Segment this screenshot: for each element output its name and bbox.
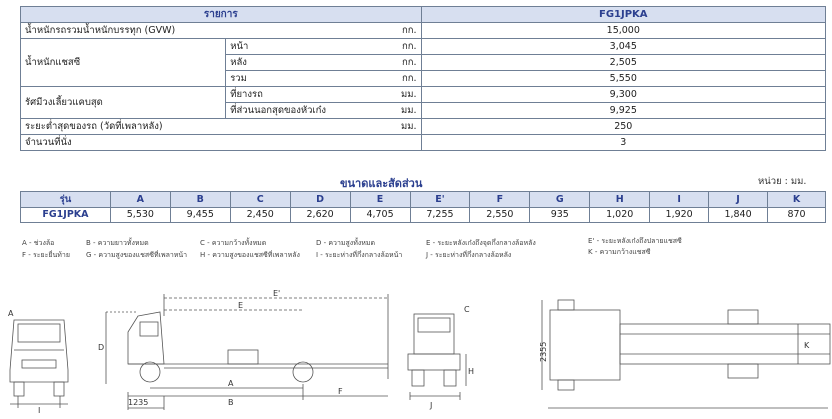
dim-col-i: I bbox=[650, 192, 709, 208]
front-view-drawing bbox=[4, 300, 76, 419]
legend-e: E - ระยะหลังเก๋งถึงจุดกึ่งกลางล้อหลัง bbox=[426, 239, 536, 247]
turning-tire-value: 9,300 bbox=[421, 87, 825, 103]
side-view-letter-e: E bbox=[238, 301, 244, 310]
spec-row-turning-tire bbox=[21, 87, 826, 103]
weight-front-unit: กก. bbox=[397, 39, 421, 55]
dim-value-h: 1,020 bbox=[590, 208, 650, 223]
side-view-letter-e-prime: E' bbox=[273, 289, 281, 298]
dimensions-title: ขนาดและสัดส่วน bbox=[340, 177, 423, 190]
weight-rear-unit: กก. bbox=[397, 55, 421, 71]
turning-body-unit: มม. bbox=[397, 103, 421, 119]
dim-value-b: 9,455 bbox=[170, 208, 230, 223]
dim-value-j: 1,840 bbox=[709, 208, 768, 223]
legend-c: C - ความกว้างทั้งหมด bbox=[200, 239, 267, 247]
spec-row-seats bbox=[21, 135, 826, 151]
dim-value-d: 2,620 bbox=[290, 208, 350, 223]
seats-label: จำนวนที่นั่ง bbox=[21, 135, 398, 151]
seats-value: 3 bbox=[421, 135, 825, 151]
clearance-unit: มม. bbox=[397, 119, 421, 135]
dimensions-model: FG1JPKA bbox=[21, 208, 111, 223]
weight-rear-label: หลัง bbox=[226, 55, 397, 71]
dim-col-a: A bbox=[110, 192, 170, 208]
dim-col-e-prime: E' bbox=[410, 192, 470, 208]
dim-col-c: C bbox=[230, 192, 290, 208]
spec-row-gvw bbox=[21, 23, 826, 39]
rear-view-drawing bbox=[404, 300, 494, 419]
dim-value-e-prime: 7,255 bbox=[410, 208, 470, 223]
side-view-letter-a: A bbox=[228, 379, 234, 388]
turning-label: รัศมีวงเลี้ยวแคบสุด bbox=[21, 87, 226, 119]
dim-col-d: D bbox=[290, 192, 350, 208]
turning-tire-unit: มม. bbox=[397, 87, 421, 103]
seats-unit bbox=[397, 135, 421, 151]
front-view-letter-i: I bbox=[38, 406, 41, 415]
weight-rear-value: 2,505 bbox=[421, 55, 825, 71]
top-view-label-2355: 2355 bbox=[539, 341, 548, 362]
legend-i: I - ระยะห่างที่กึ่งกลางล้อหน้า bbox=[316, 251, 403, 259]
dim-col-j: J bbox=[709, 192, 768, 208]
spec-header-model: FG1JPKA bbox=[421, 7, 825, 23]
legend-g: G - ความสูงของแชสซีที่เพลาหน้า bbox=[86, 251, 188, 259]
spec-row-clearance bbox=[21, 119, 826, 135]
dim-col-k: K bbox=[768, 192, 826, 208]
spec-header-row bbox=[21, 7, 826, 23]
legend-e-prime: E' - ระยะหลังเก๋งถึงปลายแชสซี bbox=[588, 237, 682, 245]
side-view-letter-b: B bbox=[228, 398, 234, 407]
weight-total-unit: กก. bbox=[397, 71, 421, 87]
weight-total-label: รวม bbox=[226, 71, 397, 87]
front-view-letter-a: A bbox=[8, 309, 14, 318]
legend-f: F - ระยะยื่นท้าย bbox=[22, 251, 70, 259]
rear-view-letter-h: H bbox=[468, 367, 475, 376]
dimensions-value-row bbox=[21, 208, 826, 223]
legend-d: D - ความสูงทั้งหมด bbox=[316, 239, 376, 247]
side-view-drawing bbox=[98, 284, 398, 419]
turning-body-value: 9,925 bbox=[421, 103, 825, 119]
dimensions-header-row bbox=[21, 192, 826, 208]
gvw-unit: กก. bbox=[397, 23, 421, 39]
weight-front-label: หน้า bbox=[226, 39, 397, 55]
dim-value-c: 2,450 bbox=[230, 208, 290, 223]
dimensions-model-header: รุ่น bbox=[21, 192, 111, 208]
dim-col-h: H bbox=[590, 192, 650, 208]
rear-view-letter-j: J bbox=[430, 401, 433, 410]
dimensions-unit-note: หน่วย : มม. bbox=[758, 176, 807, 187]
legend-j: J - ระยะห่างที่กึ่งกลางล้อหลัง bbox=[426, 251, 512, 259]
dim-col-e: E bbox=[350, 192, 410, 208]
gvw-label: น้ำหนักรถรวมน้ำหนักบรรทุก (GVW) bbox=[21, 23, 398, 39]
dim-value-g: 935 bbox=[530, 208, 590, 223]
weight-total-value: 5,550 bbox=[421, 71, 825, 87]
side-view-letter-f: F bbox=[338, 387, 343, 396]
dim-col-b: B bbox=[170, 192, 230, 208]
side-view-label-1235: 1235 bbox=[128, 398, 149, 407]
legend-b: B - ความยาวทั้งหมด bbox=[86, 239, 149, 247]
dim-col-g: G bbox=[530, 192, 590, 208]
spec-row-weight-front bbox=[21, 39, 826, 55]
spec-header-item: รายการ bbox=[21, 7, 422, 23]
dim-col-f: F bbox=[470, 192, 530, 208]
turning-tire-label: ที่ยางรถ bbox=[226, 87, 397, 103]
dim-value-k: 870 bbox=[768, 208, 826, 223]
weight-front-value: 3,045 bbox=[421, 39, 825, 55]
clearance-value: 250 bbox=[421, 119, 825, 135]
dim-value-e: 4,705 bbox=[350, 208, 410, 223]
dim-value-f: 2,550 bbox=[470, 208, 530, 223]
clearance-label: ระยะต่ำสุดของรถ (วัดที่เพลาหลัง) bbox=[21, 119, 398, 135]
weight-label: น้ำหนักแชสซี bbox=[21, 39, 226, 87]
dimensions-table bbox=[20, 191, 826, 223]
top-view-drawing bbox=[528, 296, 832, 419]
top-view-letter-k: K bbox=[804, 341, 810, 350]
legend-k: K - ความกว้างแชสซี bbox=[588, 248, 651, 256]
turning-body-label: ที่ส่วนนอกสุดของหัวเก๋ง bbox=[226, 103, 397, 119]
side-view-letter-d: D bbox=[98, 343, 105, 352]
rear-view-letter-c: C bbox=[464, 305, 470, 314]
dim-value-a: 5,530 bbox=[110, 208, 170, 223]
legend-a: A - ช่วงล้อ bbox=[22, 239, 55, 247]
spec-table bbox=[20, 6, 826, 151]
legend-h: H - ความสูงของแชสซีที่เพลาหลัง bbox=[200, 251, 300, 259]
dim-value-i: 1,920 bbox=[650, 208, 709, 223]
gvw-value: 15,000 bbox=[421, 23, 825, 39]
